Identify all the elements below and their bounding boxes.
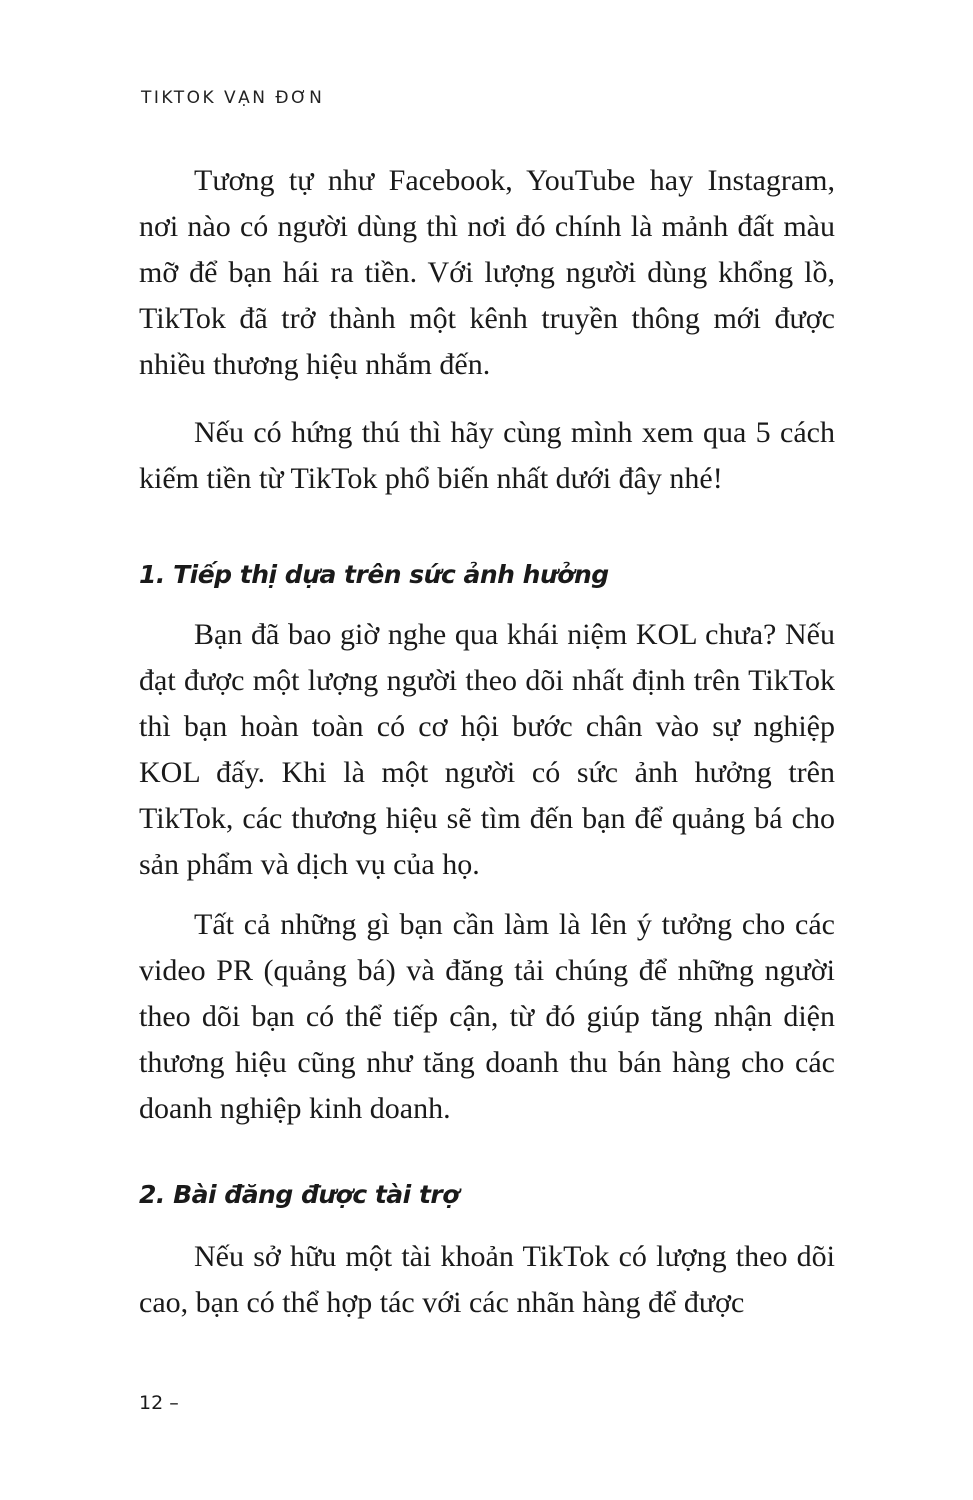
section-heading-1: 1. Tiếp thị dựa trên sức ảnh hưởng <box>139 560 609 589</box>
running-head: TIKTOK VẠN ĐƠN <box>141 88 325 108</box>
section-heading-2: 2. Bài đăng được tài trợ <box>139 1180 459 1209</box>
page-number: 12 – <box>139 1392 179 1414</box>
section-1-block <box>139 612 835 1132</box>
paragraph-kol: Bạn đã bao giờ nghe qua khái niệm KOL chưa? Nếu đạt được một lượng người theo dõi nhất định trên TikTok thì bạn hoàn toàn có cơ hội bước chân vào sự nghiệp KOL đấy. Khi là một người có sức ảnh hưởng trên TikTok, các thương hiệu sẽ tìm đến bạn để quảng bá cho sản phẩm và dịch vụ của họ. <box>139 618 835 881</box>
intro-block <box>139 158 835 388</box>
section-2-block <box>139 1234 835 1326</box>
paragraph-sponsored: Nếu sở hữu một tài khoản TikTok có lượng theo dõi cao, bạn có thể hợp tác với các nhãn hàng để được <box>139 1240 835 1319</box>
paragraph-pr-videos: Tất cả những gì bạn cần làm là lên ý tưởng cho các video PR (quảng bá) và đăng tải chúng để những người theo dõi bạn có thể tiếp cận, từ đó giúp tăng nhận diện thương hiệu cũng như tăng doanh thu bán hàng cho các doanh nghiệp kinh doanh. <box>139 908 835 1125</box>
lead-in-block <box>139 410 835 502</box>
paragraph-lead-in: Nếu có hứng thú thì hãy cùng mình xem qua 5 cách kiếm tiền từ TikTok phổ biến nhất dưới đây nhé! <box>139 416 835 495</box>
paragraph-intro: Tương tự như Facebook, YouTube hay Instagram, nơi nào có người dùng thì nơi đó chính là mảnh đất màu mỡ để bạn hái ra tiền. Với lượng người dùng khổng lồ, TikTok đã trở thành một kênh truyền thông mới được nhiều thương hiệu nhắm đến. <box>139 164 835 381</box>
